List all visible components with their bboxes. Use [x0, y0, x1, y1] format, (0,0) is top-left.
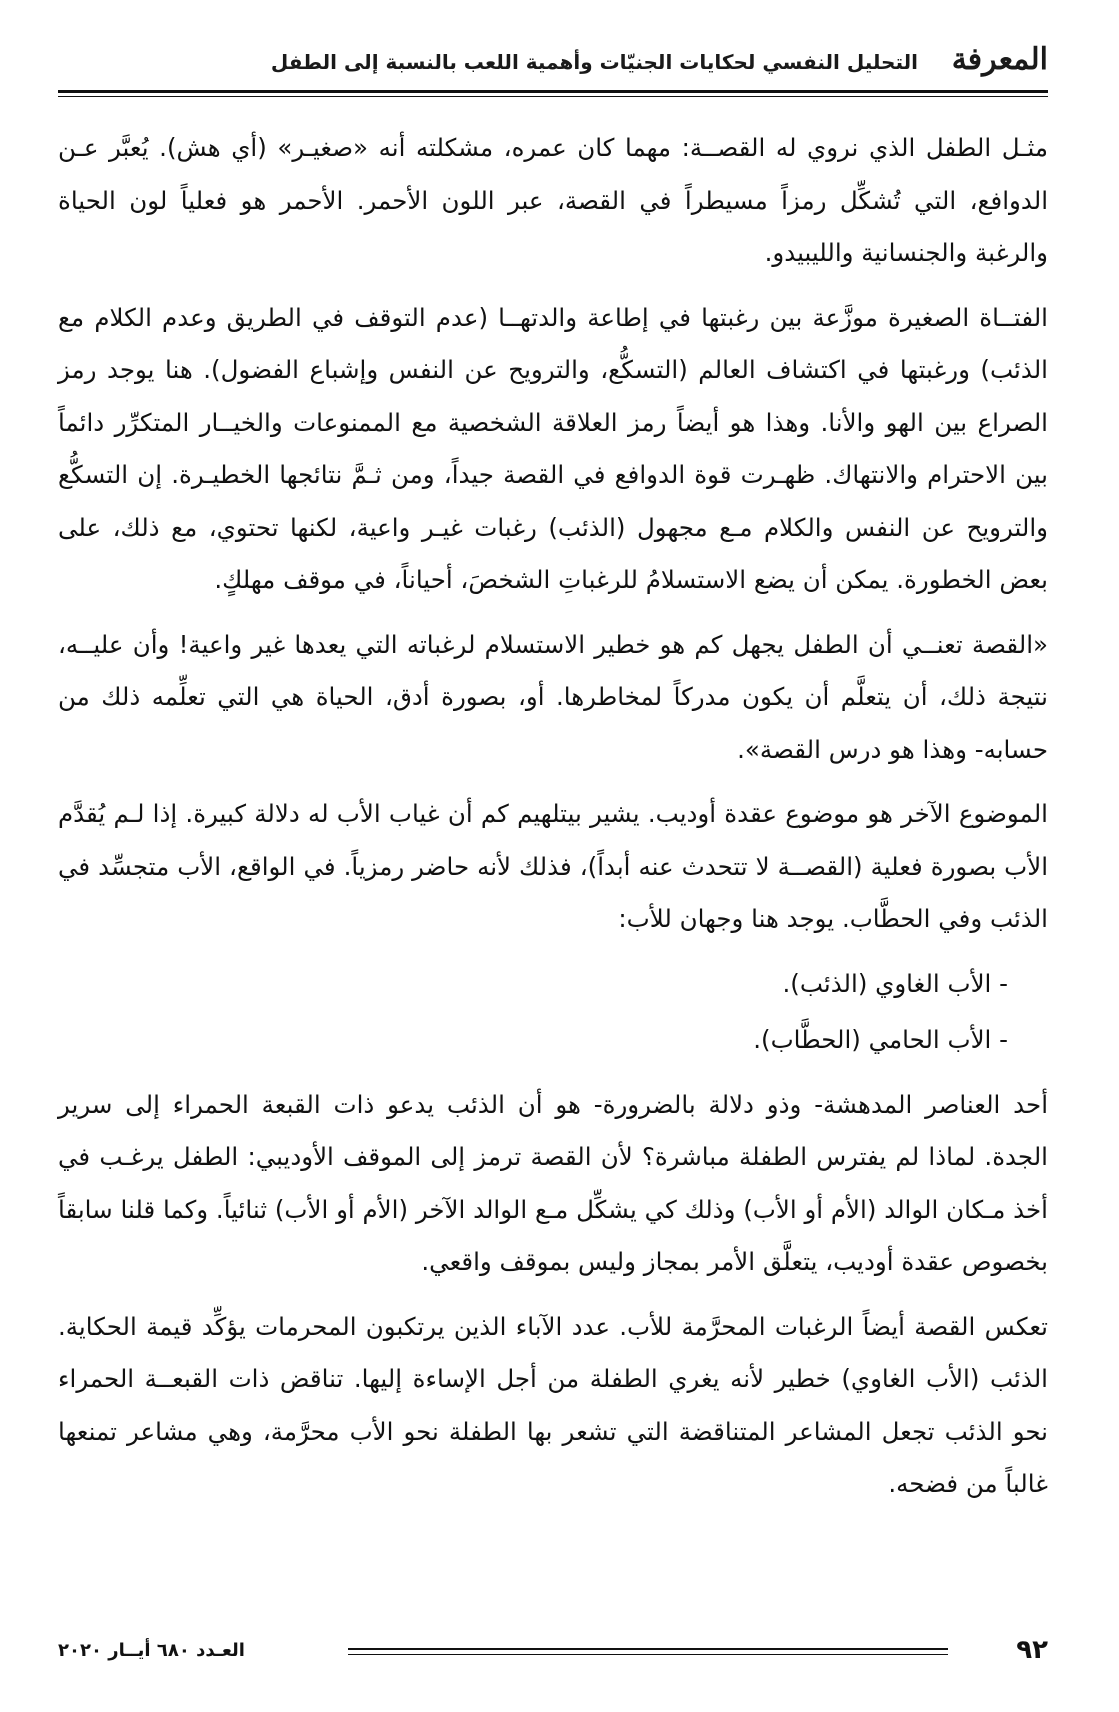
paragraph: أحد العناصر المدهشة- وذو دلالة بالضرورة- هو أن الذئب يدعو ذات القبعة الحمراء إلى سرير الجدة. لماذا لم يفترس الطفلة مباشرة؟ لأن القصة ترمز إلى الموقف الأوديبي: الطفل يرغـب في أخذ مـكان الوالد (الأم أو الأب) وذلك كي يشكِّل مـع الوالد الآخر (الأم أو الأب) ثنائياً. وكما قلنا سابقاً بخصوص عقدة أوديب، يتعلَّق الأمر بمجاز وليس بموقف واقعي. [58, 1089, 1048, 1276]
list-item: - الأب الغاوي (الذئب). [782, 968, 1008, 998]
paragraph: الفتــاة الصغيرة موزَّعة بين رغبتها في إطاعة والدتهــا (عدم التوقف في الطريق وعدم الكلام مع الذئب) ورغبتها في اكتشاف العالم (التسكُّع، والترويح عن النفس وإشباع الفضول). هنا يوجد رمز الصراع بين الهو والأنا. وهذا هو أيضاً رمز العلاقة الشخصية مع الممنوعات والخيــار المتكرِّر دائماً بين الاحترام والانتهاك. ظهـرت قوة الدوافع في القصة جيداً، ومن ثـمَّ نتائجها الخطيـرة. إن التسكُّع والترويح عن النفس والكلام مـع مجهول (الذئب) رغبات غيـر واعية، لكنها تحتوي، مع ذلك، على بعض الخطورة. يمكن أن يضع الاستسلامُ للرغباتِ الشخصَ، أحياناً، في موقف مهلكٍ. [58, 302, 1048, 594]
magazine-logo: المعرفة [951, 42, 1048, 77]
issue-info: العـدد ٦٨٠ أيــار ٢٠٢٠ [58, 1640, 245, 1661]
page-footer [58, 1635, 1048, 1675]
header-rule-thick [58, 90, 1048, 93]
paragraph: مثـل الطفل الذي نروي له القصــة: مهما كان عمره، مشكلته أنه «صغيـر» (أي هش). يُعبَّر عـن الدوافع، التي تُشكِّل رمزاً مسيطراً في القصة، عبر اللون الأحمر. الأحمر هو فعلياً لون الحياة والرغبة والجنسانية والليبيدو. [58, 133, 1048, 267]
list-item: - الأب الحامي (الحطَّاب). [753, 1025, 1008, 1054]
footer-rule [348, 1648, 948, 1650]
page-number: ٩٢ [1016, 1635, 1048, 1665]
footer-rule-thin [348, 1654, 948, 1655]
paragraph: الموضوع الآخر هو موضوع عقدة أوديب. يشير بيتلهيم كم أن غياب الأب له دلالة كبيرة. إذا لـم يُقدَّم الأب بصورة فعلية (القصــة لا تتحدث عنه أبداً)، فذلك لأنه حاضر رمزياً. في الواقع، الأب متجسِّد في الذئب وفي الحطَّاب. يوجد هنا وجهان للأب: [58, 799, 1048, 933]
header-rule-thin [58, 96, 1048, 97]
paragraph: تعكس القصة أيضاً الرغبات المحرَّمة للأب. عدد الآباء الذين يرتكبون المحرمات يؤكِّد قيمة الحكاية. الذئب (الأب الغاوي) خطير لأنه يغري الطفلة من أجل الإساءة إليها. تناقض ذات القبعــة الحمراء نحو الذئب تجعل المشاعر المتناقضة التي تشعر بها الطفلة نحو الأب محرَّمة، وهي مشاعر تمنعها غالباً من فضحه. [58, 1311, 1048, 1498]
quote-paragraph: «القصة تعنــي أن الطفل يجهل كم هو خطير الاستسلام لرغباته التي يعدها غير واعية! وأن عليــه، نتيجة ذلك، أن يتعلَّم أن يكون مدركاً لمخاطرها. أو، بصورة أدق، الحياة هي التي تعلِّمه ذلك من حسابه- وهذا هو درس القصة». [58, 629, 1048, 764]
running-title: التحليل النفسي لحكايات الجنيّات وأهمية اللعب بالنسبة إلى الطفل [270, 50, 918, 74]
article-body [58, 122, 1048, 1523]
page-header [58, 38, 1048, 88]
